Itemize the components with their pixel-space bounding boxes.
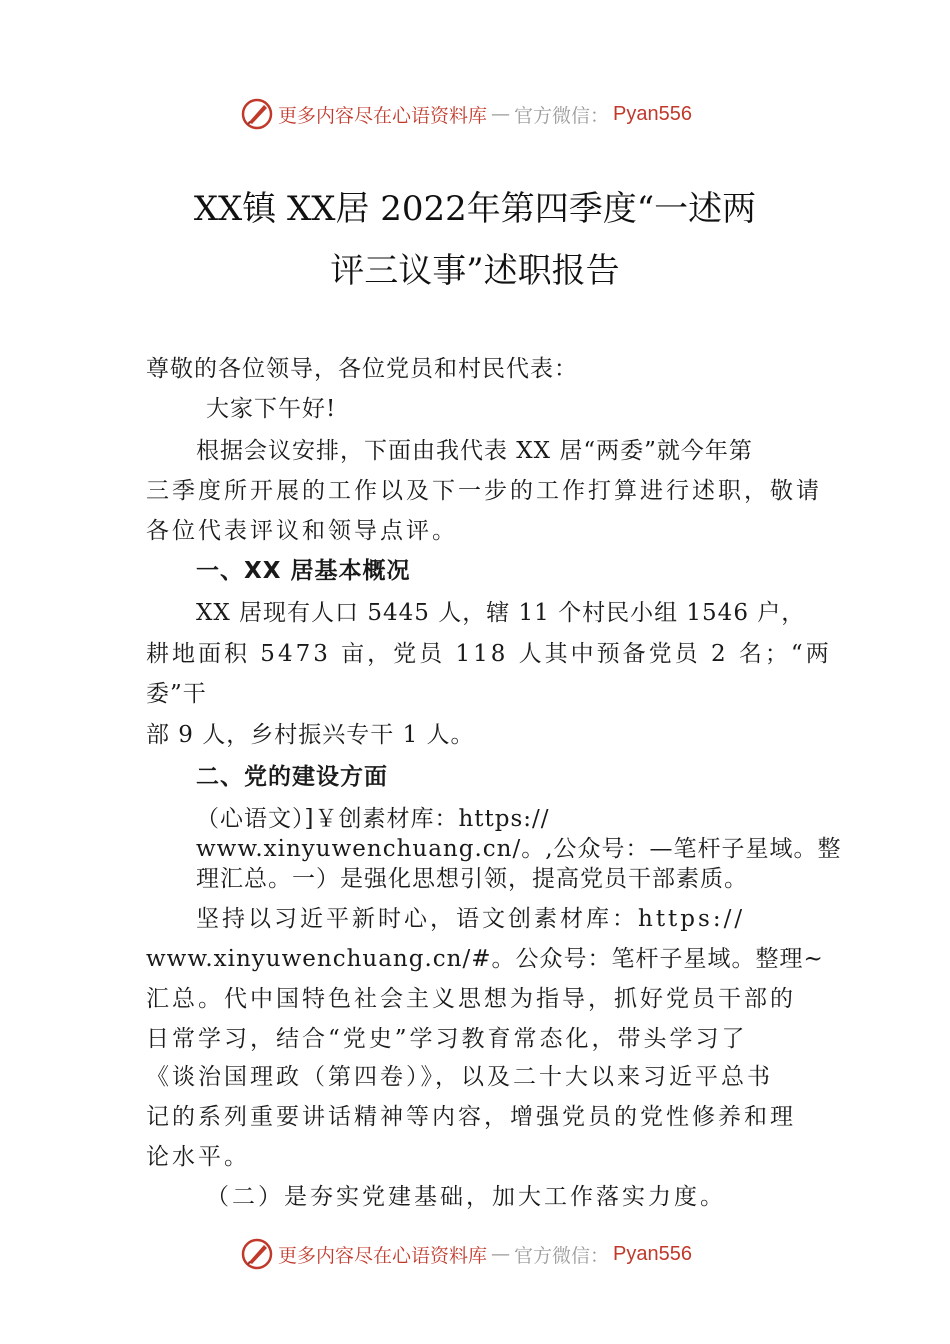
subheading-2: （二）是夯实党建基础，加大工作落实力度。 bbox=[206, 1184, 726, 1210]
section2-para-line-6: 记的系列重要讲话精神等内容，增强党员的党性修养和理 bbox=[146, 1104, 796, 1130]
section2-para-line-7: 论水平。 bbox=[146, 1144, 250, 1170]
section2-block-line-1: （心语文）]￥创素材库：https:// bbox=[196, 806, 550, 832]
intro-line-3: 各位代表评议和领导点评。 bbox=[146, 518, 458, 544]
watermark-separator: — bbox=[491, 1243, 511, 1265]
section1-line-2: 耕地面积 5473 亩，党员 118 人其中预备党员 2 名；“两 bbox=[146, 641, 832, 667]
section1-line-3: 委”干 bbox=[146, 681, 207, 707]
brush-logo-icon bbox=[240, 97, 274, 131]
watermark-wechat-label: 官方微信： bbox=[514, 1244, 610, 1267]
section-heading-2: 二、党的建设方面 bbox=[196, 764, 388, 790]
document-title bbox=[120, 178, 830, 302]
section1-line-4: 部 9 人，乡村振兴专干 1 人。 bbox=[146, 722, 475, 748]
watermark-top bbox=[240, 96, 692, 132]
salutation: 尊敬的各位领导，各位党员和村民代表： bbox=[146, 356, 578, 382]
watermark-wechat-label: 官方微信： bbox=[514, 104, 610, 127]
greeting: 大家下午好! bbox=[206, 396, 337, 422]
section1-line-1: XX 居现有人口 5445 人，辖 11 个村民小组 1546 户， bbox=[196, 600, 806, 626]
section2-para-line-2: www.xinyuwenchuang.cn/#。公众号：笔杆子星域。整理~ bbox=[146, 946, 824, 972]
watermark-bottom bbox=[240, 1236, 692, 1272]
section2-para-line-3: 汇总。代中国特色社会主义思想为指导，抓好党员干部的 bbox=[146, 986, 796, 1012]
intro-line-2: 三季度所开展的工作以及下一步的工作打算进行述职，敬请 bbox=[146, 478, 822, 504]
watermark-wechat-id: Pyan556 bbox=[613, 1242, 692, 1265]
section2-para-line-4: 日常学习，结合“党史”学习教育常态化，带头学习了 bbox=[146, 1026, 748, 1052]
section2-para-line-1: 坚持以习近平新时心，语文创素材库：https:// bbox=[196, 906, 746, 932]
watermark-wechat-id: Pyan556 bbox=[613, 102, 692, 125]
brush-logo-icon bbox=[240, 1237, 274, 1271]
title-line-2: 评三议事”述职报告 bbox=[330, 251, 620, 291]
watermark-text: 更多内容尽在心语资料库 bbox=[278, 104, 488, 127]
section-heading-1: 一、XX 居基本概况 bbox=[196, 558, 411, 584]
watermark-separator: — bbox=[491, 103, 511, 125]
watermark-text: 更多内容尽在心语资料库 bbox=[278, 1244, 488, 1267]
intro-line-1: 根据会议安排，下面由我代表 XX 居“两委”就今年第 bbox=[196, 438, 753, 464]
section2-para-line-5: 《谈治国理政（第四卷）》，以及二十大以来习近平总书 bbox=[146, 1064, 773, 1090]
section2-block-line-3: 理汇总。一）是强化思想引领，提高党员干部素质。 bbox=[196, 866, 748, 892]
title-line-1: XX镇 XX居 2022年第四季度“一述两 bbox=[193, 189, 757, 229]
section2-block-line-2: www.xinyuwenchuang.cn/。,公众号：—笔杆子星域。整 bbox=[196, 836, 842, 862]
